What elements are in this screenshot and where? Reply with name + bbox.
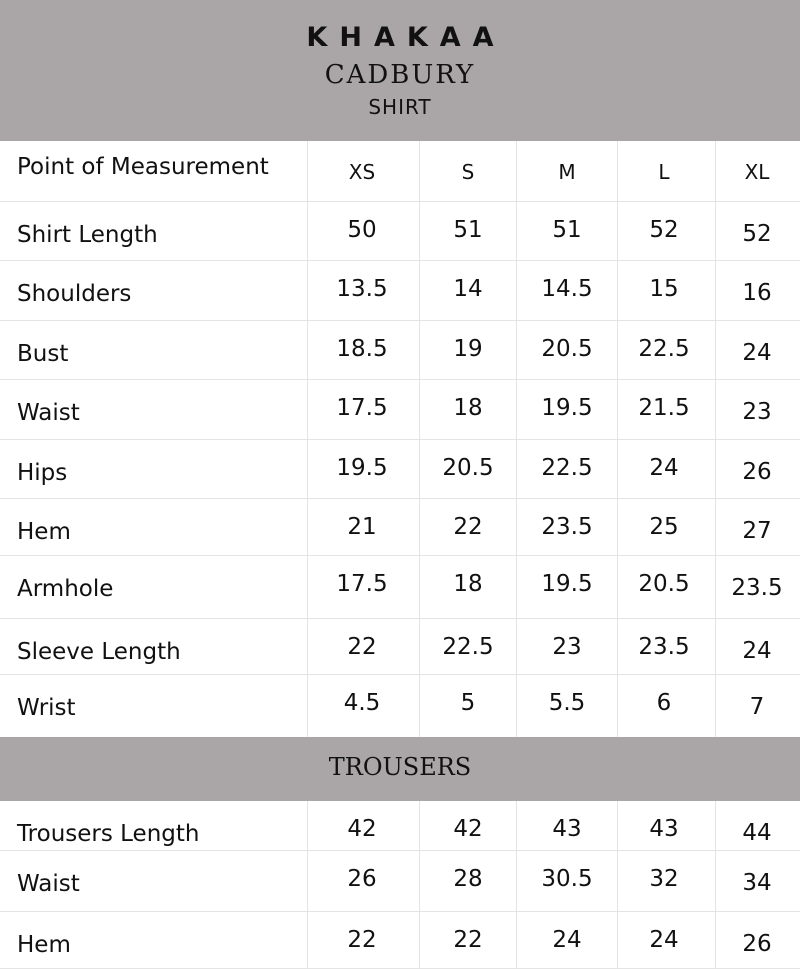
trousers-section-title: TROUSERS	[328, 753, 472, 781]
shirt-value-cell: 5.5	[548, 690, 586, 716]
shirt-value-cell: 14	[453, 276, 483, 302]
shirt-value-cell: 23.5	[638, 634, 690, 660]
size-chart-header	[0, 0, 800, 141]
trousers-value-cell: 24	[649, 927, 679, 953]
shirt-value-cell: 24	[742, 638, 772, 664]
shirt-value-cell: 17.5	[336, 395, 388, 421]
shirt-value-cell: 20.5	[541, 336, 593, 362]
trousers-value-cell: 26	[347, 866, 377, 892]
column-header-l: L	[658, 160, 670, 184]
column-header-s: S	[461, 160, 475, 184]
shirt-value-cell: 15	[649, 276, 679, 302]
row-divider	[0, 674, 800, 675]
shirt-value-cell: 22.5	[442, 634, 494, 660]
row-divider	[0, 850, 800, 851]
shirt-value-cell: 24	[649, 455, 679, 481]
column-divider	[715, 801, 716, 969]
trousers-row-label: Hem	[17, 932, 71, 958]
shirt-row-label: Hips	[17, 460, 68, 486]
trousers-value-cell: 34	[742, 870, 772, 896]
trousers-row-label: Trousers Length	[17, 821, 200, 847]
column-divider	[617, 141, 618, 737]
column-header-xl: XL	[744, 160, 770, 184]
shirt-value-cell: 23	[742, 399, 772, 425]
shirt-value-cell: 25	[649, 514, 679, 540]
column-divider	[715, 141, 716, 737]
row-divider	[0, 320, 800, 321]
column-divider	[516, 141, 517, 737]
shirt-value-cell: 22.5	[541, 455, 593, 481]
shirt-value-cell: 19	[453, 336, 483, 362]
shirt-row-label: Wrist	[17, 695, 76, 721]
trousers-row-label: Waist	[17, 871, 80, 897]
column-divider	[617, 801, 618, 969]
column-divider	[419, 801, 420, 969]
row-divider	[0, 439, 800, 440]
trousers-value-cell: 42	[453, 816, 483, 842]
trousers-value-cell: 30.5	[541, 866, 593, 892]
trousers-value-cell: 42	[347, 816, 377, 842]
shirt-value-cell: 20.5	[442, 455, 494, 481]
shirt-value-cell: 21.5	[638, 395, 690, 421]
row-divider	[0, 379, 800, 380]
trousers-value-cell: 22	[453, 927, 483, 953]
shirt-value-cell: 6	[656, 690, 672, 716]
column-header-point-of-measurement: Point of Measurement	[17, 154, 269, 180]
shirt-value-cell: 51	[453, 217, 483, 243]
shirt-row-label: Bust	[17, 341, 69, 367]
column-divider	[419, 141, 420, 737]
shirt-value-cell: 51	[552, 217, 582, 243]
product-name: CADBURY	[324, 60, 476, 90]
shirt-value-cell: 23	[552, 634, 582, 660]
shirt-row-label: Hem	[17, 519, 71, 545]
shirt-value-cell: 27	[742, 518, 772, 544]
trousers-value-cell: 26	[742, 931, 772, 957]
shirt-value-cell: 52	[742, 221, 772, 247]
row-divider	[0, 618, 800, 619]
shirt-value-cell: 23.5	[731, 575, 783, 601]
trousers-value-cell: 44	[742, 820, 772, 846]
row-divider	[0, 911, 800, 912]
column-divider	[307, 141, 308, 737]
row-divider	[0, 260, 800, 261]
shirt-value-cell: 18.5	[336, 336, 388, 362]
trousers-value-cell: 32	[649, 866, 679, 892]
column-divider	[516, 801, 517, 969]
row-divider	[0, 201, 800, 202]
shirt-value-cell: 17.5	[336, 571, 388, 597]
shirt-value-cell: 52	[649, 217, 679, 243]
shirt-value-cell: 19.5	[336, 455, 388, 481]
shirt-row-label: Sleeve Length	[17, 639, 181, 665]
column-header-xs: XS	[348, 160, 376, 184]
shirt-value-cell: 50	[347, 217, 377, 243]
shirt-value-cell: 14.5	[541, 276, 593, 302]
column-divider	[307, 801, 308, 969]
row-divider	[0, 555, 800, 556]
shirt-value-cell: 22.5	[638, 336, 690, 362]
shirt-value-cell: 18	[453, 395, 483, 421]
trousers-value-cell: 24	[552, 927, 582, 953]
brand-logo-text: KHAKAA	[306, 22, 506, 53]
shirt-value-cell: 23.5	[541, 514, 593, 540]
shirt-value-cell: 21	[347, 514, 377, 540]
shirt-row-label: Shoulders	[17, 281, 132, 307]
shirt-row-label: Armhole	[17, 576, 114, 602]
shirt-value-cell: 5	[460, 690, 476, 716]
trousers-value-cell: 43	[649, 816, 679, 842]
shirt-value-cell: 4.5	[343, 690, 381, 716]
shirt-value-cell: 7	[749, 694, 765, 720]
trousers-value-cell: 28	[453, 866, 483, 892]
shirt-value-cell: 18	[453, 571, 483, 597]
trousers-value-cell: 22	[347, 927, 377, 953]
shirt-value-cell: 13.5	[336, 276, 388, 302]
column-header-m: M	[558, 160, 576, 184]
shirt-row-label: Waist	[17, 400, 80, 426]
shirt-value-cell: 22	[347, 634, 377, 660]
shirt-value-cell: 20.5	[638, 571, 690, 597]
shirt-value-cell: 26	[742, 459, 772, 485]
shirt-value-cell: 22	[453, 514, 483, 540]
shirt-value-cell: 24	[742, 340, 772, 366]
row-divider	[0, 498, 800, 499]
shirt-value-cell: 16	[742, 280, 772, 306]
trousers-value-cell: 43	[552, 816, 582, 842]
shirt-value-cell: 19.5	[541, 395, 593, 421]
shirt-row-label: Shirt Length	[17, 222, 158, 248]
garment-type: SHIRT	[368, 95, 432, 119]
shirt-value-cell: 19.5	[541, 571, 593, 597]
